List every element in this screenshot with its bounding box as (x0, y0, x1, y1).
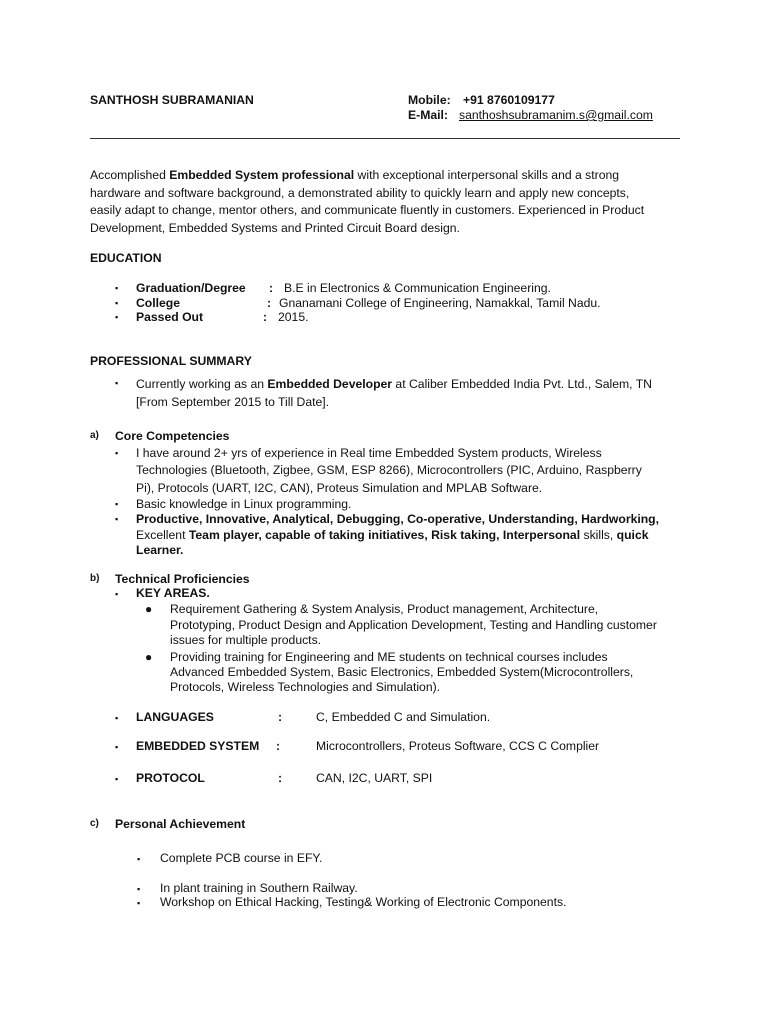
bullet-icon: ▪ (115, 312, 119, 322)
core-item-2: Basic knowledge in Linux programming. (136, 497, 352, 511)
core-item-3-line-1: Productive, Innovative, Analytical, Debugging, Co-operative, Understanding, Hardworking, (136, 512, 660, 526)
skill-colon: : (278, 710, 283, 724)
candidate-name: SANTHOSH SUBRAMANIAN (90, 93, 254, 107)
technical-proficiencies-heading: Technical Proficiencies (115, 572, 250, 586)
bullet-icon: ▪ (115, 448, 119, 458)
education-colon: : (269, 281, 274, 295)
current-role-line-1: Currently working as an Embedded Developer at Caliber Embedded India Pvt. Ltd., Salem, TN (136, 377, 652, 391)
skill-value-embedded: Microcontrollers, Proteus Software, CCS C Complier (316, 739, 600, 753)
header-divider (90, 138, 680, 139)
summary-line-3: easily adapt to change, mentor others, and communicate fluently in customers. Experienced in Product (90, 203, 645, 217)
key-area-1-line-2: Prototyping, Product Design and Application Development, Testing and Handling customer (170, 618, 657, 632)
mobile-value: +91 8760109177 (463, 93, 555, 107)
education-heading: EDUCATION (90, 251, 162, 265)
education-label-degree: Graduation/Degree (136, 281, 246, 295)
achievement-item-3: Workshop on Ethical Hacking, Testing& Working of Electronic Components. (160, 895, 567, 909)
skill-label-embedded: EMBEDDED SYSTEM (136, 739, 260, 753)
bullet-dot-icon: ● (145, 650, 153, 664)
mobile-label: Mobile: (408, 93, 451, 107)
education-value-passed: 2015. (278, 310, 309, 324)
bullet-icon: ▪ (115, 742, 119, 752)
skill-label-protocol: PROTOCOL (136, 771, 205, 785)
professional-heading: PROFESSIONAL SUMMARY (90, 354, 252, 368)
bullet-dot-icon: ● (145, 602, 153, 616)
core-item-1-line-1: I have around 2+ yrs of experience in Real time Embedded System products, Wireless (136, 446, 602, 460)
email-label: E-Mail: (408, 108, 448, 122)
education-colon: : (263, 310, 268, 324)
skill-label-languages: LANGUAGES (136, 710, 214, 724)
bullet-icon: ▪ (115, 774, 119, 784)
skill-colon: : (276, 739, 281, 753)
skill-value-protocol: CAN, I2C, UART, SPI (316, 771, 433, 785)
key-area-2-line-2: Advanced Embedded System, Basic Electronics, Embedded System(Microcontrollers, (170, 665, 634, 679)
core-item-3-line-3: Learner. (136, 543, 184, 557)
achievement-item-1: Complete PCB course in EFY. (160, 851, 323, 865)
education-colon: : (267, 296, 272, 310)
skill-value-languages: C, Embedded C and Simulation. (316, 710, 491, 724)
core-item-1-line-3: Pi), Protocols (UART, I2C, CAN), Proteus Simulation and MPLAB Software. (136, 481, 543, 495)
education-label-passed: Passed Out (136, 310, 204, 324)
bullet-icon: ▪ (115, 499, 119, 509)
bullet-icon: ▪ (115, 713, 119, 723)
education-value-degree: B.E in Electronics & Communication Engineering. (284, 281, 551, 295)
bullet-icon: ▪ (137, 898, 141, 908)
core-item-3-line-2: Excellent Team player, capable of taking initiatives, Risk taking, Interpersonal skills, quick (136, 528, 649, 542)
summary-line-2: hardware and software background, a demonstrated ability to quickly learn and apply new concepts, (90, 186, 630, 200)
achievement-item-2: In plant training in Southern Railway. (160, 881, 358, 895)
section-marker-c: c) (90, 818, 99, 829)
section-marker-b: b) (90, 573, 100, 584)
core-item-1-line-2: Technologies (Bluetooth, Zigbee, GSM, ESP 8266), Microcontrollers (PIC, Arduino, Raspberry (136, 463, 642, 477)
bullet-icon: ▪ (137, 854, 141, 864)
summary-line-1: Accomplished Embedded System professional with exceptional interpersonal skills and a strong (90, 168, 620, 182)
personal-achievement-heading: Personal Achievement (115, 817, 246, 831)
key-areas-heading: KEY AREAS. (136, 586, 210, 600)
bullet-icon: ▪ (115, 589, 119, 599)
bullet-icon: ▪ (115, 298, 119, 308)
email-link[interactable]: santhoshsubramanim.s@gmail.com (459, 108, 653, 122)
education-value-college: Gnanamani College of Engineering, Namakkal, Tamil Nadu. (279, 296, 601, 310)
bullet-icon: ▪ (115, 378, 119, 388)
bullet-icon: ▪ (115, 514, 119, 524)
summary-line-4: Development, Embedded Systems and Printed Circuit Board design. (90, 221, 460, 235)
education-label-college: College (136, 296, 181, 310)
key-area-1-line-1: Requirement Gathering & System Analysis, Product management, Architecture, (170, 602, 599, 616)
key-area-2-line-1: Providing training for Engineering and ME students on technical courses includes (170, 650, 608, 664)
current-role-line-2: [From September 2015 to Till Date]. (136, 395, 330, 409)
core-competencies-heading: Core Competencies (115, 429, 230, 443)
bullet-icon: ▪ (137, 884, 141, 894)
bullet-icon: ▪ (115, 283, 119, 293)
skill-colon: : (278, 771, 283, 785)
section-marker-a: a) (90, 430, 99, 441)
key-area-2-line-3: Protocols, Wireless Technologies and Simulation). (170, 680, 441, 694)
key-area-1-line-3: issues for multiple products. (170, 633, 322, 647)
